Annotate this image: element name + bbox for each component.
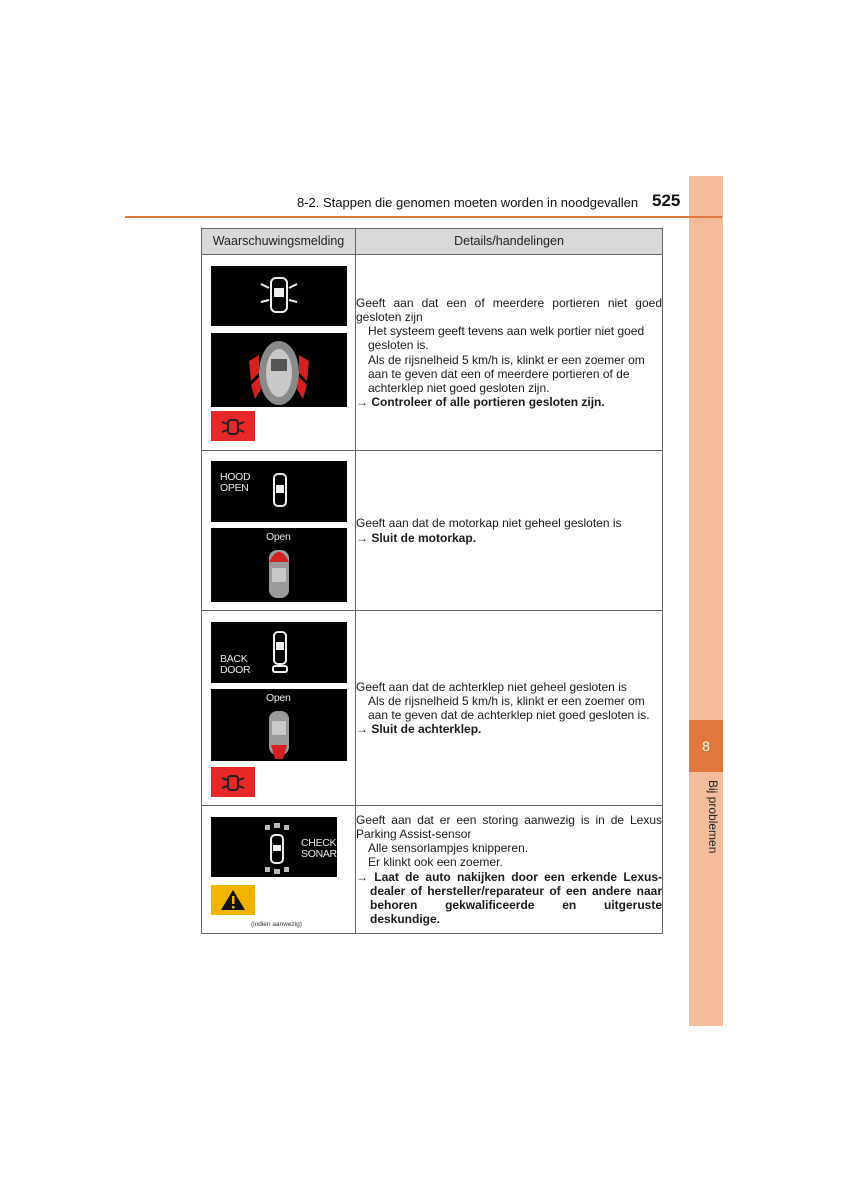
detail-action: Laat de auto nakijken door een erkende Lexus-dealer of hersteller/reparateur of een andere naar behoren gekwalificeerde en uitgeruste deskundige.	[370, 869, 662, 927]
section-title: 8-2. Stappen die genomen moeten worden in noodgevallen	[297, 195, 639, 210]
table-header-row	[202, 229, 663, 255]
open-label: Open	[266, 531, 291, 543]
col-header-warning: Waarschuwingsmelding	[202, 229, 356, 255]
open-label: Open	[266, 692, 291, 704]
check-sonar-text: CHECK SONAR	[301, 837, 337, 860]
header-rule	[125, 216, 722, 218]
arrow-symbol: →	[356, 869, 368, 884]
back-door-screen	[211, 622, 347, 683]
detail-text: Geeft aan dat de achterklep niet geheel gesloten is	[356, 679, 627, 694]
detail-text: Geeft aan dat er een storing aanwezig is in de Lexus Parking Assist-sensor	[356, 812, 662, 841]
car-doors-open-icon	[211, 266, 347, 326]
car-back-door-open-icon	[211, 689, 347, 761]
page-number: 525	[652, 191, 681, 210]
door-warning-icon	[218, 414, 248, 438]
detail-action: Sluit de motorkap.	[371, 530, 477, 545]
chapter-number: 8	[689, 720, 723, 772]
detail-text: Geeft aan dat de motorkap niet geheel gesloten is	[356, 516, 622, 531]
hood-open-3d-screen	[211, 528, 347, 602]
car-3d-doors-icon	[211, 333, 347, 407]
warning-table	[201, 228, 663, 934]
hood-open-text: HOOD OPEN	[220, 471, 251, 494]
col-header-details: Details/handelingen	[356, 229, 663, 255]
detail-sub: Alle sensorlampjes knipperen.	[368, 841, 529, 856]
warning-details	[356, 611, 663, 806]
table-row	[202, 611, 663, 806]
warning-details	[356, 451, 663, 611]
arrow-symbol: →	[356, 722, 368, 737]
door-warning-badge	[211, 411, 255, 441]
back-door-3d-screen	[211, 689, 347, 761]
car-outline-icon	[211, 461, 347, 522]
warning-images	[202, 611, 356, 806]
table-row	[202, 451, 663, 611]
detail-action: Controleer of alle portieren gesloten zijn.	[371, 395, 605, 410]
warning-details	[356, 806, 663, 934]
door-open-screen	[211, 266, 347, 326]
door-warning-icon	[218, 770, 248, 794]
caution-badge	[211, 885, 255, 915]
arrow-symbol: →	[356, 395, 368, 410]
detail-text: Geeft aan dat een of meerdere portieren niet goed gesloten zijn	[356, 295, 662, 324]
caution-triangle-icon	[219, 888, 247, 912]
table-row	[202, 806, 663, 934]
arrow-symbol: →	[356, 530, 368, 545]
warning-details	[356, 255, 663, 451]
parking-sensor-icon	[211, 817, 337, 877]
detail-sub: Het systeem geeft tevens aan welk portier niet goed gesloten is.	[368, 324, 645, 353]
chapter-label: Bij problemen	[706, 780, 720, 854]
table-row	[202, 255, 663, 451]
back-door-text: BACK DOOR	[220, 653, 251, 676]
car-hood-open-icon	[211, 528, 347, 602]
chapter-side-tab	[689, 176, 723, 1026]
availability-note: (indien aanwezig)	[251, 921, 302, 928]
detail-sub: Als de rijsnelheid 5 km/h is, klinkt er een zoemer om aan te geven dat de achterklep niet goed gesloten is.	[368, 693, 650, 722]
check-sonar-screen	[211, 817, 337, 877]
door-open-3d-screen	[211, 333, 347, 407]
detail-sub: Er klinkt ook een zoemer.	[368, 855, 503, 870]
warning-images	[202, 451, 356, 611]
detail-action: Sluit de achterklep.	[371, 722, 482, 737]
detail-sub: Als de rijsnelheid 5 km/h is, klinkt er een zoemer om aan te geven dat een of meerdere portieren of de achterklep niet goed gesloten zijn.	[368, 352, 645, 395]
car-back-door-icon	[211, 622, 347, 683]
door-warning-badge	[211, 767, 255, 797]
hood-open-screen	[211, 461, 347, 522]
warning-images	[202, 806, 356, 934]
warning-images	[202, 255, 356, 451]
